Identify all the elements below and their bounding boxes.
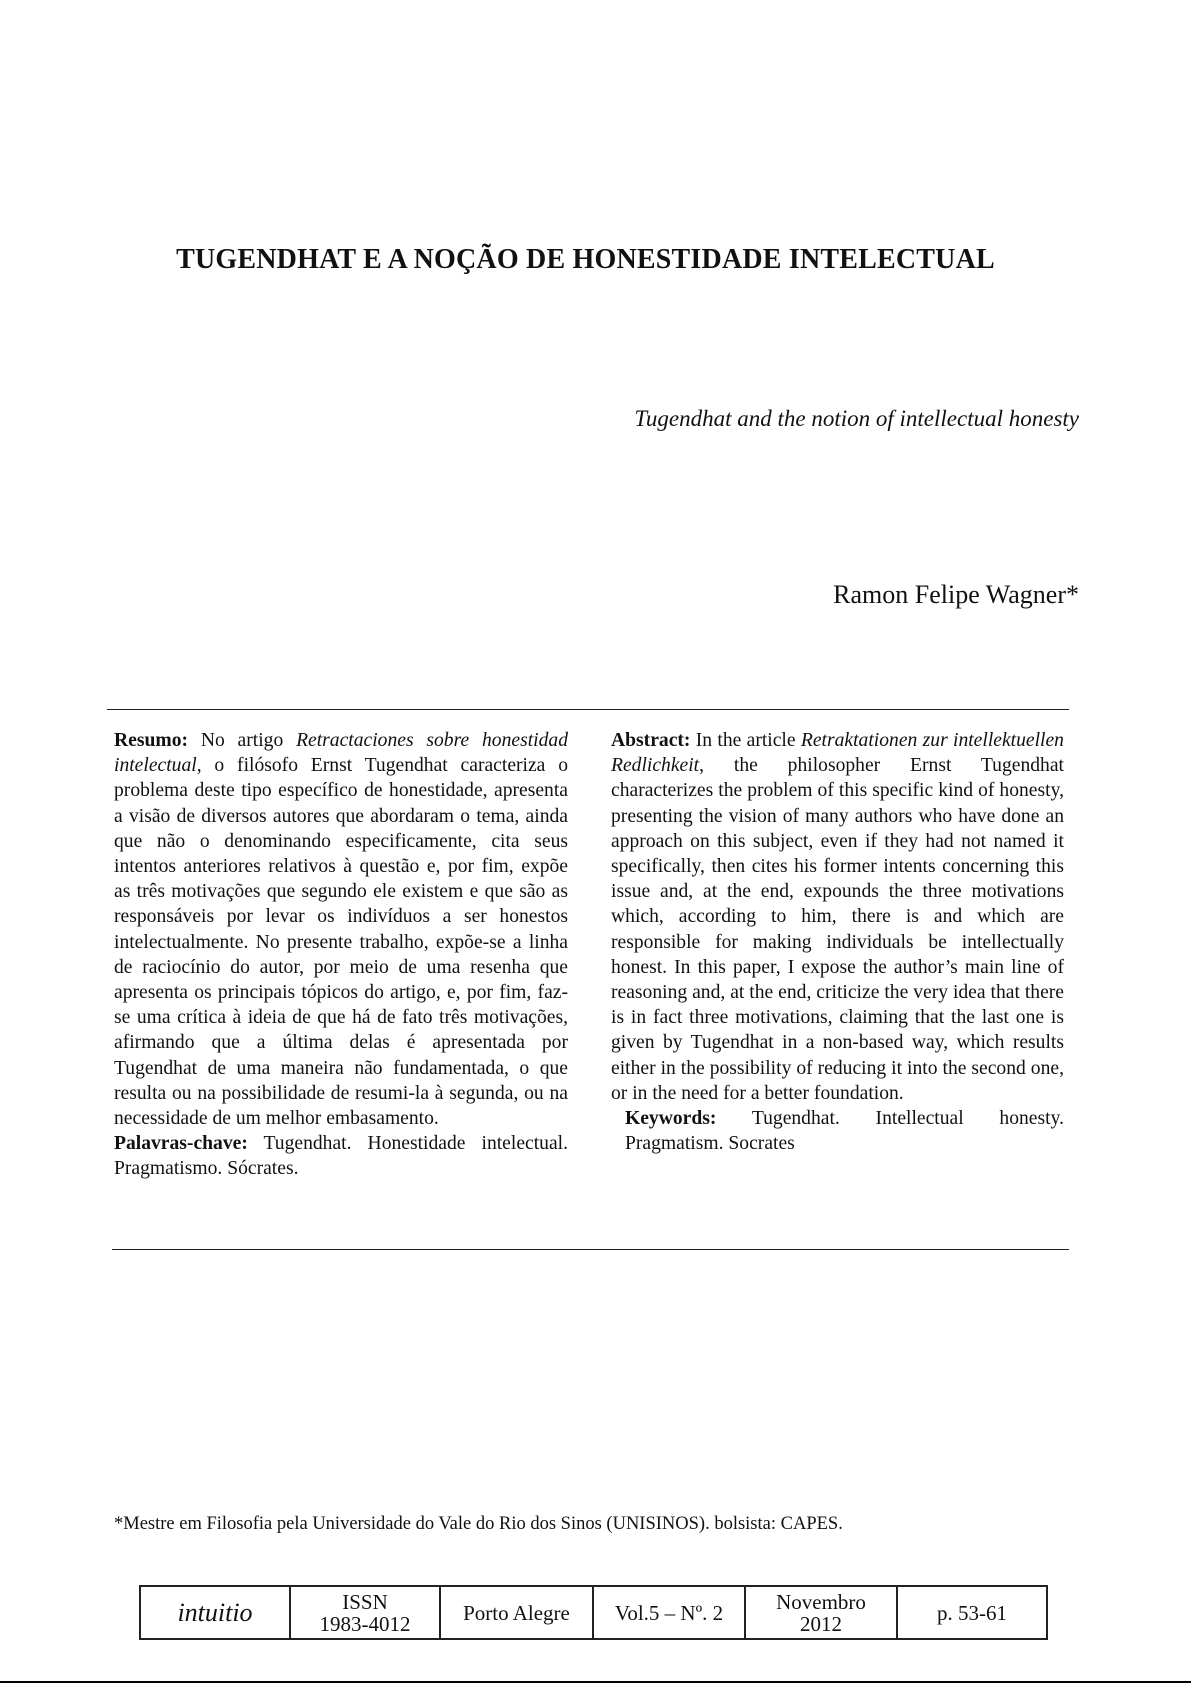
resumo-lead: No artigo (188, 730, 297, 751)
resumo-work-title: Retractaciones sobre honestidad intelectual (114, 730, 568, 777)
city-cell: Porto Alegre (440, 1586, 593, 1639)
palavras-chave-label: Palavras-chave: (114, 1133, 248, 1155)
volume-cell: Vol.5 – Nº. 2 (593, 1586, 745, 1639)
resumo-paragraph (114, 728, 568, 1131)
abstract-text: , the philosopher Ernst Tugendhat characterizes the problem of this specific kind of honesty, presenting the vision of many authors who have done an approach on this subject, even if they had not named it specifically, then cites his former intents concerning this issue and, at the end, expounds the three motivations which, according to him, there is and which are responsible for making individuals be intellectually honest. In this paper, I expose the author’s main line of reasoning and, at the end, criticize the very idea that there is in fact three motivations, claiming that the last one is given by Tugendhat in a non-based way, which results either in the possibility of reducing it into the second one, or in the need for a better foundation. (611, 755, 1064, 1104)
author-name: Ramon Felipe Wagner* (833, 580, 1079, 609)
palavras-chave-text: Tugendhat. Honestidade intelectual. Pragmatismo. Sócrates. (114, 1133, 568, 1180)
abstract-work-title: Retraktationen zur intellektuellen Redlichkeit (611, 730, 1064, 777)
issn-cell (290, 1586, 440, 1639)
article-subtitle: Tugendhat and the notion of intellectual honesty (634, 406, 1079, 431)
year: 2012 (800, 1611, 842, 1636)
pages-cell: p. 53-61 (897, 1586, 1047, 1639)
keywords-text: Tugendhat. Intellectual honesty. Pragmatism. Socrates (625, 1108, 1064, 1155)
article-title: TUGENDHAT E A NOÇÃO DE HONESTIDADE INTELECTUAL (176, 244, 995, 275)
author-footnote: *Mestre em Filosofia pela Universidade do Vale do Rio dos Sinos (UNISINOS). bolsista: CAPES. (114, 1514, 843, 1534)
month: Novembro (776, 1589, 866, 1614)
bottom-rule (112, 1249, 1069, 1250)
abstract-label: Abstract: (611, 730, 691, 751)
resumo-label: Resumo: (114, 730, 189, 751)
keywords-label: Keywords: (625, 1108, 717, 1130)
page-bottom-line (0, 1681, 1191, 1683)
issn-number: 1983-4012 (319, 1611, 411, 1636)
resumo-column (114, 728, 568, 1182)
date-cell (745, 1586, 897, 1639)
keywords (611, 1106, 1064, 1156)
issn-label: ISSN (342, 1589, 388, 1614)
top-rule (107, 709, 1069, 710)
journal-info-table (139, 1585, 1048, 1640)
resumo-text: , o filósofo Ernst Tugendhat caracteriza o problema deste tipo específico de honestidade, apresenta a visão de diversos autores que abordaram o tema, ainda que não o denominando especificamente, cita seus intentos anteriores relativos à questão e, por fim, expõe as três motivações que segundo ele existem e que são as responsáveis por levar os indivíduos a ser honestos intelectualmente. No presente trabalho, expõe-se a linha de raciocínio do autor, por meio de uma resenha que apresenta os principais tópicos do artigo, e, por fim, faz-se uma crítica à ideia de que há de fato três motivações, afirmando que a última delas é apresentada por Tugendhat de uma maneira não fundamentada, o que resulta ou na possibilidade de resumi-la à segunda, ou na necessidade de um melhor embasamento. (114, 755, 568, 1130)
abstract-column (611, 728, 1064, 1156)
abstract-paragraph (611, 728, 1064, 1106)
abstract-lead: In the article (690, 730, 801, 751)
journal-name: intuitio (140, 1586, 290, 1639)
palavras-chave (114, 1131, 568, 1181)
